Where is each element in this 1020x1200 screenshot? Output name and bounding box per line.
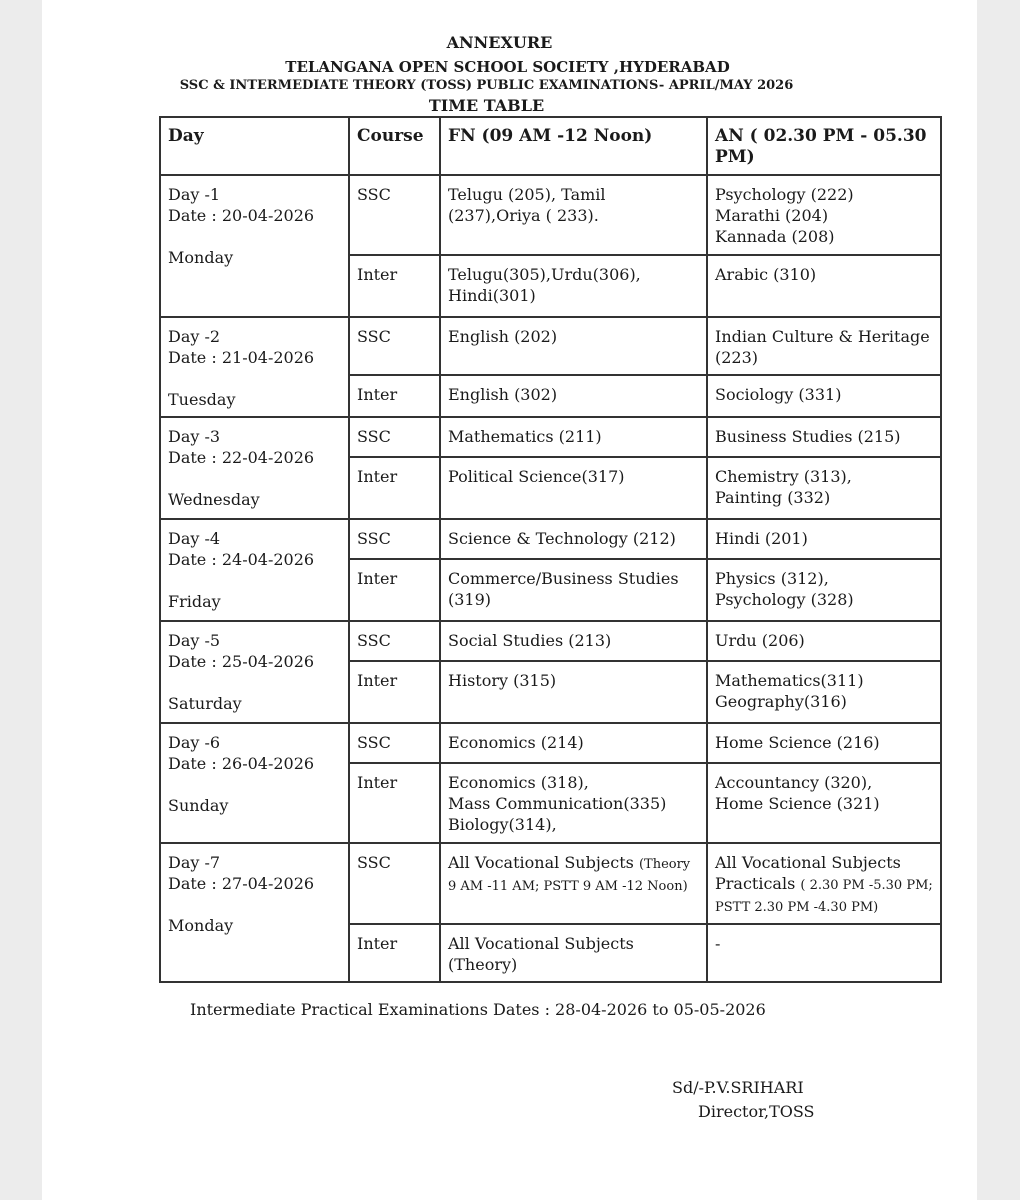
day-number: Day -7 <box>168 853 221 872</box>
day-weekday: Monday <box>168 916 234 935</box>
fn-cell <box>440 375 707 417</box>
day-weekday: Sunday <box>168 796 229 815</box>
course-cell: SSC <box>349 317 440 375</box>
an-cell <box>707 723 941 763</box>
course-cell: Inter <box>349 763 440 843</box>
day-cell <box>160 843 349 982</box>
subject-line: Painting (332) <box>715 488 831 507</box>
timetable-title: TIME TABLE <box>428 96 545 115</box>
col-header-course: Course <box>349 117 440 175</box>
an-cell <box>707 417 941 457</box>
day-cell <box>160 175 349 317</box>
fn-cell <box>440 519 707 559</box>
course-cell: SSC <box>349 843 440 924</box>
subject-line: - <box>715 934 721 953</box>
day-weekday: Monday <box>168 248 234 267</box>
subject-line: Political Science(317) <box>448 467 625 486</box>
subject-line: Hindi (201) <box>715 529 808 548</box>
annexure-heading: ANNEXURE <box>446 33 553 52</box>
table-row <box>160 723 941 763</box>
day-cell <box>160 519 349 621</box>
col-header-day: Day <box>160 117 349 175</box>
an-cell <box>707 924 941 982</box>
table-row <box>160 317 941 375</box>
subject-line: Sociology (331) <box>715 385 842 404</box>
subject-line: Mathematics(311) <box>715 671 864 690</box>
subject-line: Mathematics (211) <box>448 427 602 446</box>
course-cell: SSC <box>349 723 440 763</box>
day-date: Date : 22-04-2026 <box>168 448 315 467</box>
course-cell: Inter <box>349 375 440 417</box>
subject-line: Telugu (205), Tamil (237),Oriya ( 233). <box>448 185 606 225</box>
day-date: Date : 24-04-2026 <box>168 550 315 569</box>
an-cell <box>707 457 941 519</box>
subject-line: Arabic (310) <box>715 265 817 284</box>
fn-cell <box>440 661 707 723</box>
table-row <box>160 417 941 457</box>
subject-line: Accountancy (320), <box>715 773 873 792</box>
fn-cell <box>440 843 707 924</box>
practical-exam-notice: Intermediate Practical Examinations Dates : 28-04-2026 to 05-05-2026 <box>190 1000 766 1019</box>
society-heading: TELANGANA OPEN SCHOOL SOCIETY ,HYDERABAD <box>285 58 730 76</box>
day-cell <box>160 417 349 519</box>
exam-heading: SSC & INTERMEDIATE THEORY (TOSS) PUBLIC EXAMINATIONS- APRIL/MAY 2026 <box>179 78 794 93</box>
table-row <box>160 519 941 559</box>
subject-line: Marathi (204) <box>715 206 829 225</box>
subject-line: Social Studies (213) <box>448 631 612 650</box>
document-page <box>42 0 977 1200</box>
an-cell <box>707 621 941 661</box>
an-cell <box>707 661 941 723</box>
an-cell <box>707 255 941 317</box>
time-table <box>159 116 942 983</box>
subject-line: All Vocational Subjects <box>448 853 634 872</box>
subject-line: Physics (312), <box>715 569 829 588</box>
subject-line: Mass Communication(335) <box>448 794 667 813</box>
an-cell <box>707 763 941 843</box>
subject-line: Chemistry (313), <box>715 467 852 486</box>
an-cell <box>707 559 941 621</box>
day-cell <box>160 723 349 843</box>
day-number: Day -5 <box>168 631 221 650</box>
day-date: Date : 20-04-2026 <box>168 206 315 225</box>
course-cell: Inter <box>349 457 440 519</box>
day-number: Day -6 <box>168 733 221 752</box>
subject-line: All Vocational Subjects Practicals <box>715 853 901 893</box>
signature-name: Sd/-P.V.SRIHARI <box>672 1078 804 1097</box>
subject-line: Home Science (321) <box>715 794 880 813</box>
col-header-an: AN ( 02.30 PM - 05.30 PM) <box>707 117 941 175</box>
subject-line: English (302) <box>448 385 558 404</box>
subject-line: English (202) <box>448 327 558 346</box>
course-cell: SSC <box>349 175 440 255</box>
timing-note: ( 2.30 PM -5.30 PM; PSTT 2.30 PM -4.30 PM) <box>715 878 933 915</box>
subject-line: Home Science (216) <box>715 733 880 752</box>
subject-line: Psychology (328) <box>715 590 854 609</box>
course-cell: SSC <box>349 417 440 457</box>
course-cell: Inter <box>349 924 440 982</box>
course-cell: Inter <box>349 559 440 621</box>
fn-cell <box>440 175 707 255</box>
subject-line: Science & Technology (212) <box>448 529 676 548</box>
table-row <box>160 843 941 924</box>
day-number: Day -4 <box>168 529 221 548</box>
fn-cell <box>440 317 707 375</box>
fn-cell <box>440 559 707 621</box>
subject-line: All Vocational Subjects (Theory) <box>448 934 634 974</box>
day-number: Day -1 <box>168 185 221 204</box>
course-cell: Inter <box>349 255 440 317</box>
fn-cell <box>440 621 707 661</box>
subject-line: Economics (318), <box>448 773 589 792</box>
table-row <box>160 621 941 661</box>
day-weekday: Tuesday <box>168 390 236 409</box>
subject-line: Biology(314), <box>448 815 557 834</box>
timing-note: (Theory 9 AM -11 AM; PSTT 9 AM -12 Noon) <box>448 857 691 894</box>
fn-cell <box>440 457 707 519</box>
subject-line: Geography(316) <box>715 692 847 711</box>
an-cell <box>707 317 941 375</box>
subject-line: History (315) <box>448 671 557 690</box>
subject-line: Telugu(305),Urdu(306), Hindi(301) <box>448 265 641 305</box>
col-header-fn: FN (09 AM -12 Noon) <box>440 117 707 175</box>
day-weekday: Wednesday <box>168 490 260 509</box>
subject-line: Kannada (208) <box>715 227 835 246</box>
day-number: Day -3 <box>168 427 221 446</box>
day-cell <box>160 621 349 723</box>
course-cell: SSC <box>349 519 440 559</box>
day-weekday: Friday <box>168 592 221 611</box>
fn-cell <box>440 723 707 763</box>
subject-line: Urdu (206) <box>715 631 805 650</box>
fn-cell <box>440 417 707 457</box>
an-cell <box>707 843 941 924</box>
an-cell <box>707 375 941 417</box>
table-row <box>160 175 941 255</box>
fn-cell <box>440 924 707 982</box>
course-cell: Inter <box>349 661 440 723</box>
table-body <box>160 175 941 982</box>
day-date: Date : 21-04-2026 <box>168 348 315 367</box>
day-date: Date : 25-04-2026 <box>168 652 315 671</box>
table-header-row <box>160 117 941 175</box>
an-cell <box>707 175 941 255</box>
day-date: Date : 27-04-2026 <box>168 874 315 893</box>
an-cell <box>707 519 941 559</box>
day-cell <box>160 317 349 417</box>
fn-cell <box>440 763 707 843</box>
subject-line: Indian Culture & Heritage (223) <box>715 327 930 367</box>
subject-line: Business Studies (215) <box>715 427 901 446</box>
subject-line: Commerce/Business Studies (319) <box>448 569 679 609</box>
fn-cell <box>440 255 707 317</box>
day-date: Date : 26-04-2026 <box>168 754 315 773</box>
signature-designation: Director,TOSS <box>698 1102 815 1121</box>
course-cell: SSC <box>349 621 440 661</box>
subject-line: Economics (214) <box>448 733 584 752</box>
day-number: Day -2 <box>168 327 221 346</box>
subject-line: Psychology (222) <box>715 185 854 204</box>
day-weekday: Saturday <box>168 694 242 713</box>
